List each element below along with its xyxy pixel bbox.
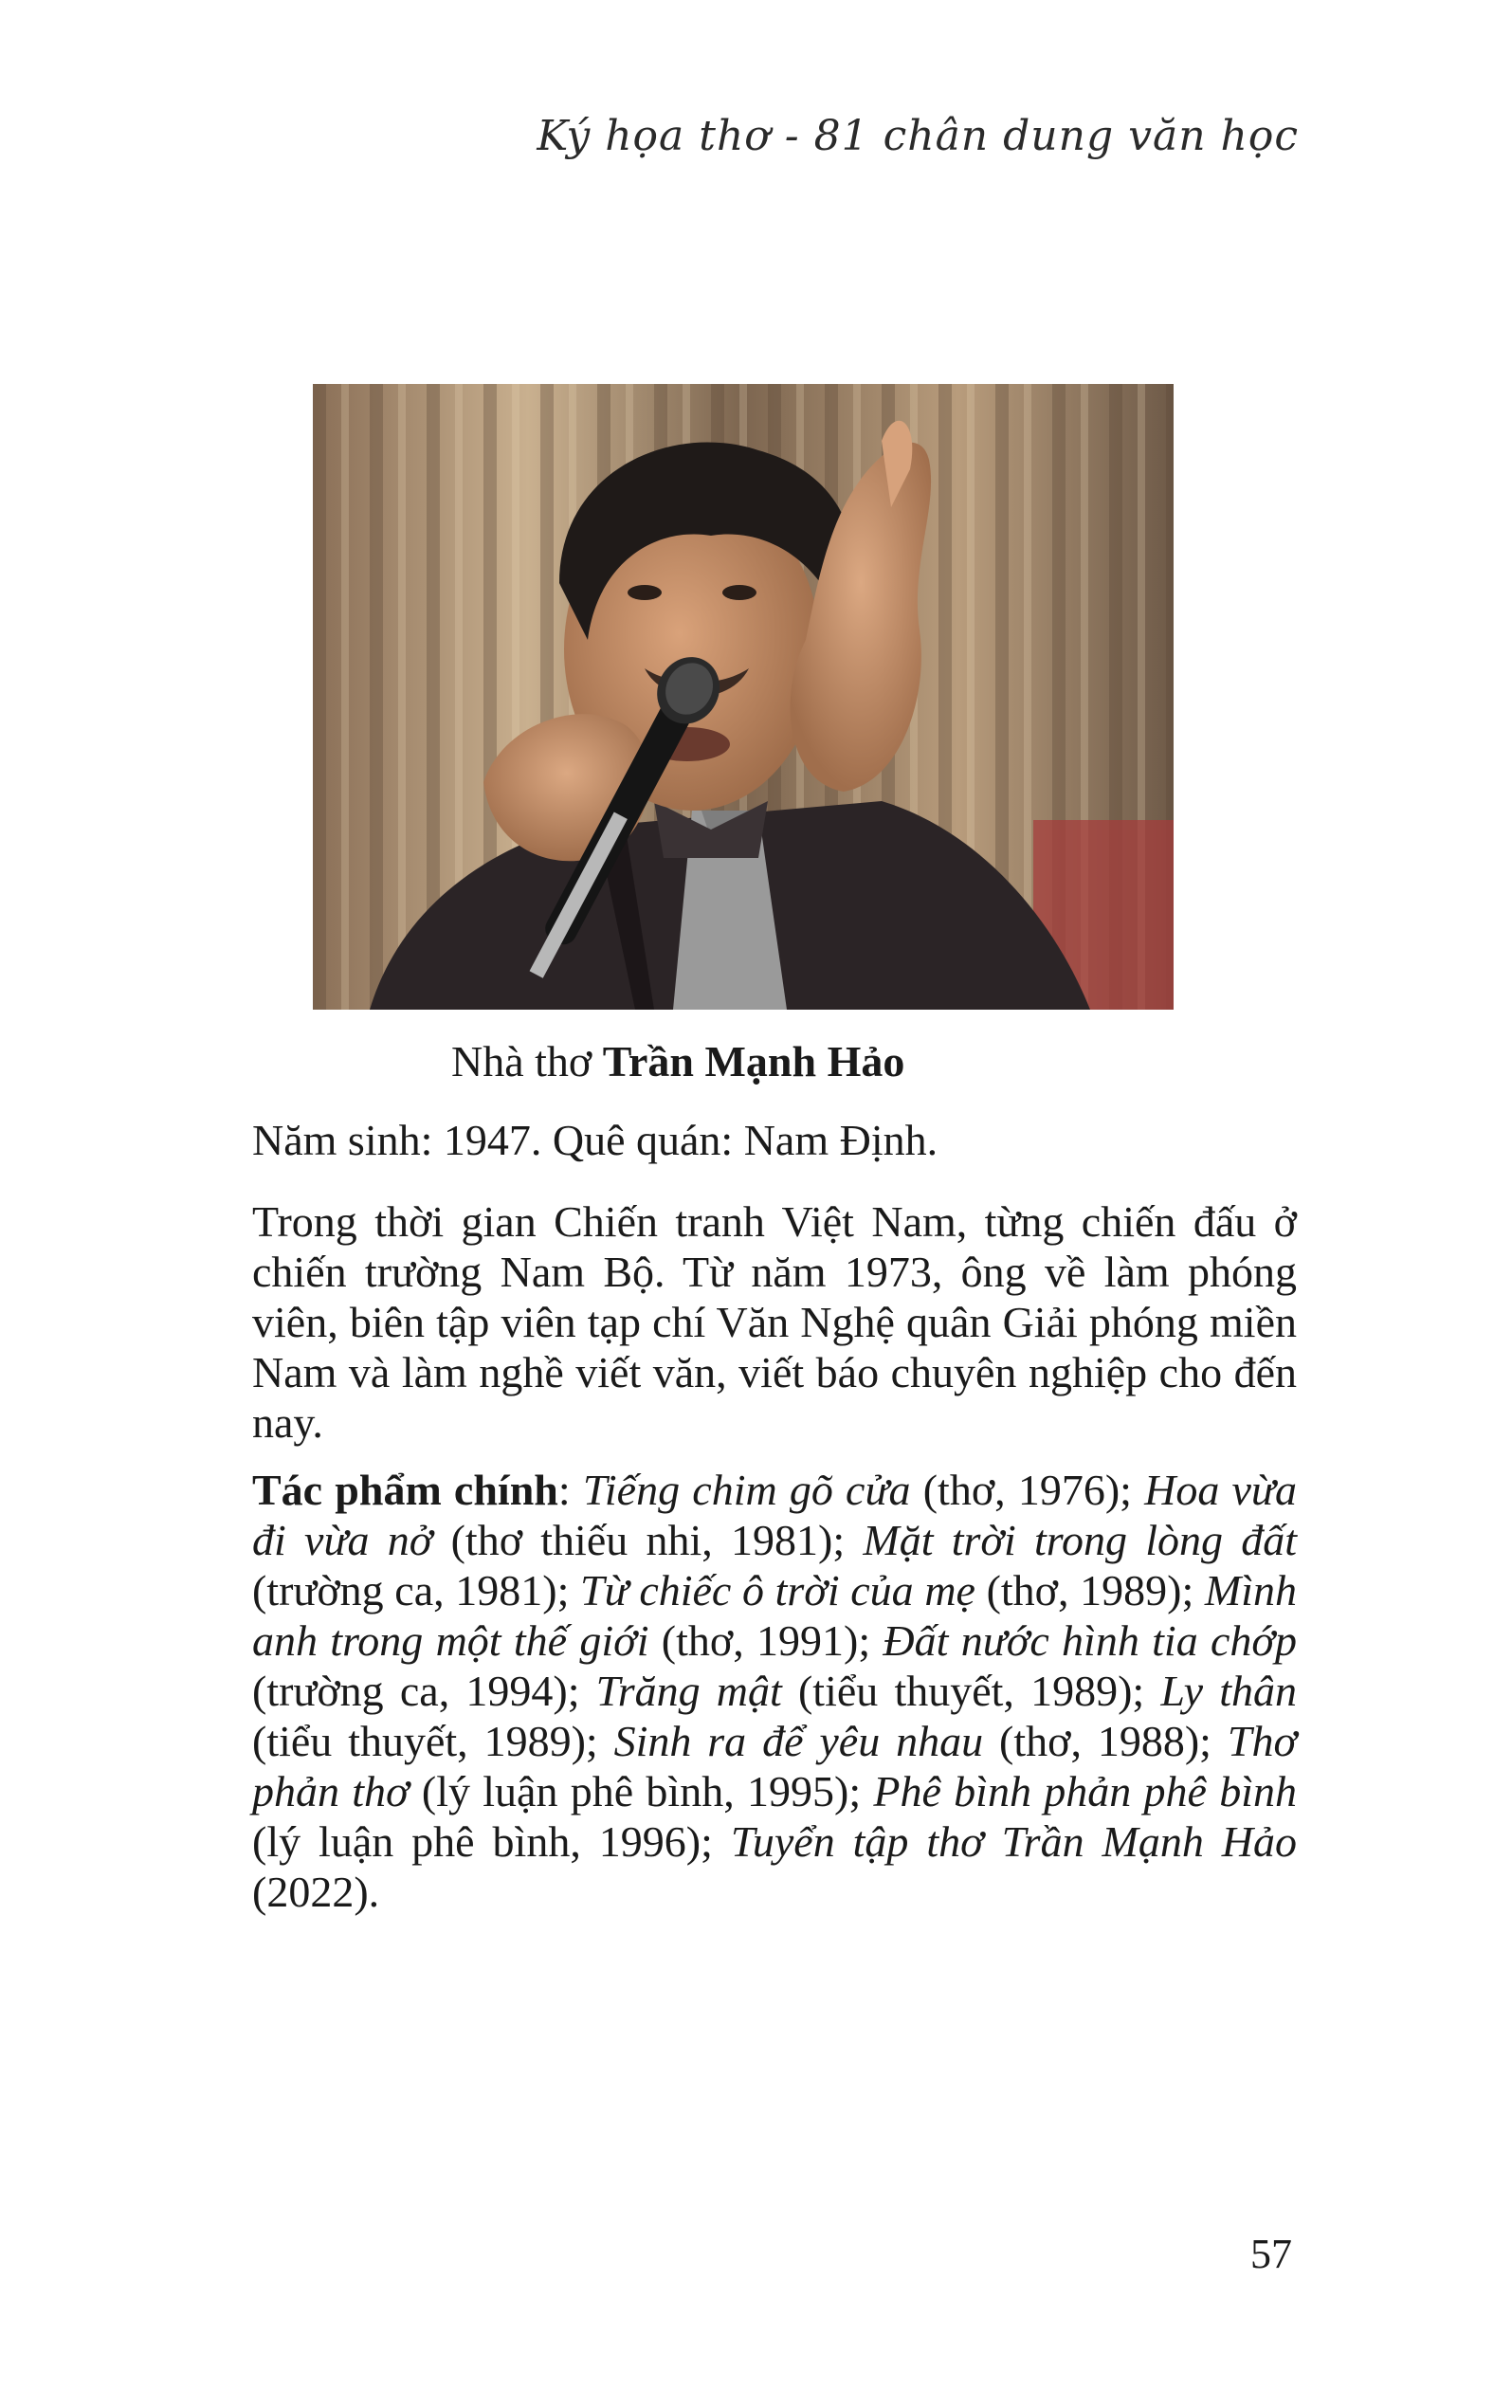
work-title: Thơ phản thơ [252,1717,1297,1815]
author-photo [313,384,1174,1010]
work-title: Ly thân [1160,1667,1297,1715]
work-note: (thơ, 1991); [648,1616,884,1665]
work-note: (thơ, 1976); [910,1466,1145,1514]
work-note: (trường ca, 1981); [252,1566,581,1614]
work-title: Mặt trời trong lòng đất [863,1516,1298,1564]
birth-info: Năm sinh: 1947. Quê quán: Nam Định. [252,1116,938,1164]
work-title: Tiếng chim gõ cửa [582,1466,911,1514]
caption-prefix: Nhà thơ [451,1037,603,1085]
running-header: Ký họa thơ - 81 chân dung văn học [537,112,1299,160]
work-note: (lý luận phê bình, 1995); [409,1767,874,1815]
work-note: (trường ca, 1994); [252,1667,596,1715]
works-lead-suffix: : [557,1466,583,1514]
author-name: Trần Mạnh Hảo [602,1037,905,1085]
work-title: Trăng mật [595,1667,782,1715]
work-title: Hoa vừa đi vừa nở [252,1466,1298,1564]
biography-paragraph: Trong thời gian Chiến tranh Việt Nam, từng chiến đấu ở chiến trường Nam Bộ. Từ năm 1973, ông về làm phóng viên, biên tập viên tạp chí Văn Nghệ quân Giải phóng miền Nam và làm nghề viết văn, viết báo chuyên nghiệp cho đến nay. [252,1197,1297,1447]
work-title: Mình anh trong một thế giới [252,1566,1297,1665]
work-note: (thơ thiếu nhi, 1981); [432,1516,864,1564]
work-title: Tuyển tập thơ Trần Mạnh Hảo [730,1817,1297,1866]
works-paragraph [252,1465,1297,1917]
work-title: Sinh ra để yêu nhau [613,1717,984,1765]
photo-caption [451,1036,904,1086]
work-title: Từ chiếc ô trời của mẹ [580,1566,975,1614]
work-title: Đất nước hình tia chớp [883,1616,1297,1665]
works-lead: Tác phẩm chính [252,1466,558,1514]
work-note: (thơ, 1988); [983,1717,1228,1765]
work-note: (2022). [252,1868,380,1916]
work-note: (tiểu thuyết, 1989); [252,1717,614,1765]
work-title: Phê bình phản phê bình [873,1767,1297,1815]
page-number: 57 [1250,2231,1292,2277]
work-note: (tiểu thuyết, 1989); [781,1667,1161,1715]
author-photo-illustration [313,384,1174,1010]
work-note: (lý luận phê bình, 1996); [252,1817,731,1866]
work-note: (thơ, 1989); [975,1566,1205,1614]
